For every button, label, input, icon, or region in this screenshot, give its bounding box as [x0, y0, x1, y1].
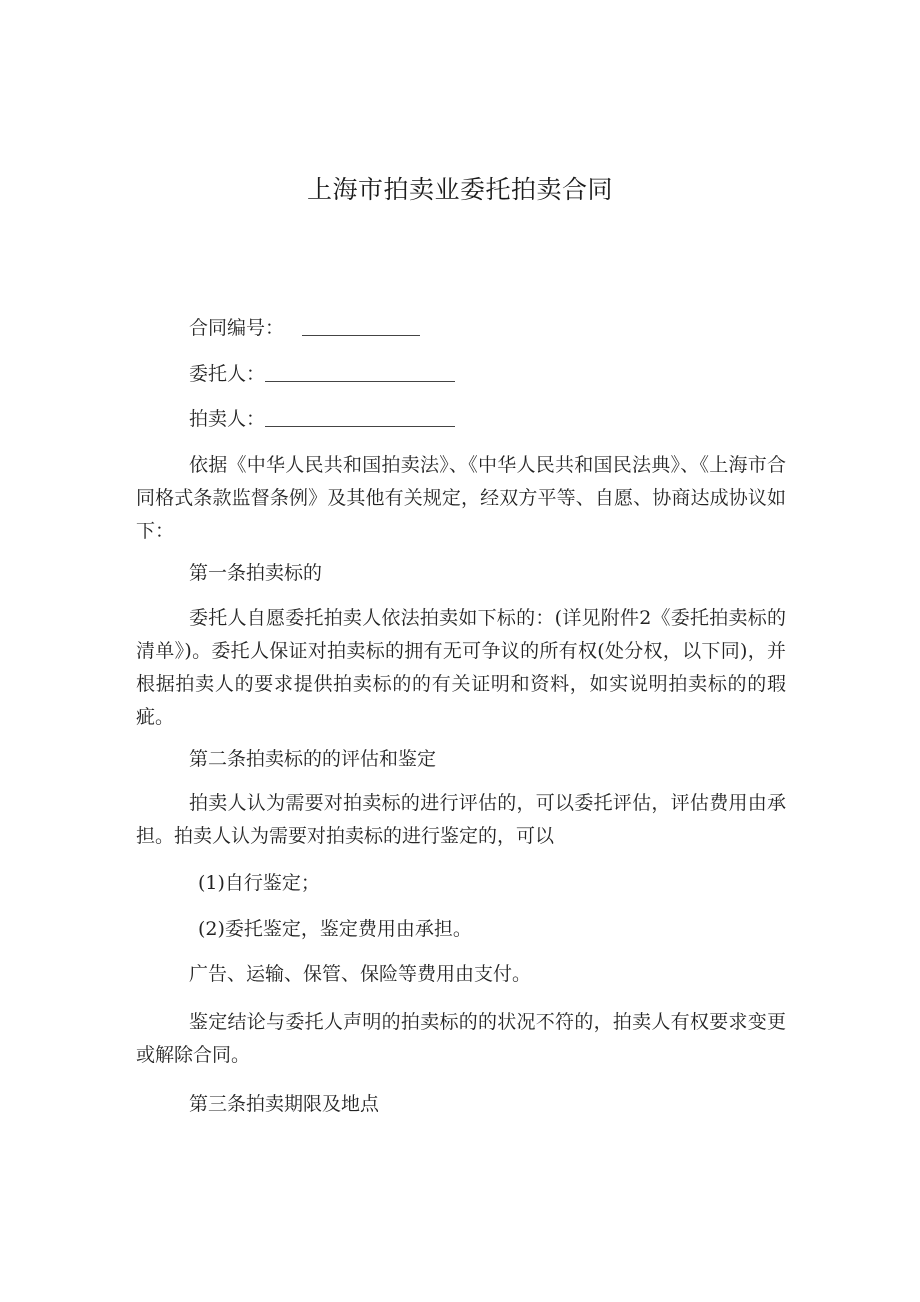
contract-number-label: 合同编号：	[189, 317, 285, 339]
article-2-paragraph: 拍卖人认为需要对拍卖标的进行评估的，可以委托评估，评估费用由承担。拍卖人认为需要对拍卖标的进行鉴定的，可以	[136, 792, 786, 847]
auctioneer-label: 拍卖人：	[189, 408, 266, 430]
article-1-heading: 第一条拍卖标的	[189, 562, 323, 584]
principal-label: 委托人：	[189, 363, 266, 385]
article-2-item-2: (2)委托鉴定，鉴定费用由承担。	[198, 918, 472, 940]
principal-blank[interactable]	[265, 359, 455, 382]
auctioneer-blank[interactable]	[265, 404, 455, 427]
article-1-paragraph: 委托人自愿委托拍卖人依法拍卖如下标的：(详见附件2《委托拍卖标的清单》)。委托人保证对拍卖标的拥有无可争议的所有权(处分权，以下同)，并根据拍卖人的要求提供拍卖标的的有关证明和资料，如实说明拍卖标的的瑕疵。	[136, 607, 786, 728]
article-2-item-1: (1)自行鉴定；	[198, 872, 320, 894]
article-2-heading: 第二条拍卖标的的评估和鉴定	[189, 748, 437, 770]
auctioneer-row	[189, 403, 455, 436]
document-title: 上海市拍卖业委托拍卖合同	[306, 175, 613, 204]
contract-number-row	[189, 312, 420, 345]
principal-row	[189, 358, 455, 391]
preamble-paragraph: 依据《中华人民共和国拍卖法》、《中华人民共和国民法典》、《上海市合同格式条款监督条例》及其他有关规定，经双方平等、自愿、协商达成协议如下：	[136, 454, 786, 542]
article-3-heading: 第三条拍卖期限及地点	[189, 1093, 380, 1115]
contract-number-blank[interactable]	[302, 313, 420, 336]
article-2-costs: 广告、运输、保管、保险等费用由支付。	[189, 963, 532, 985]
article-2-conclusion: 鉴定结论与委托人声明的拍卖标的的状况不符的，拍卖人有权要求变更或解除合同。	[136, 1011, 786, 1066]
